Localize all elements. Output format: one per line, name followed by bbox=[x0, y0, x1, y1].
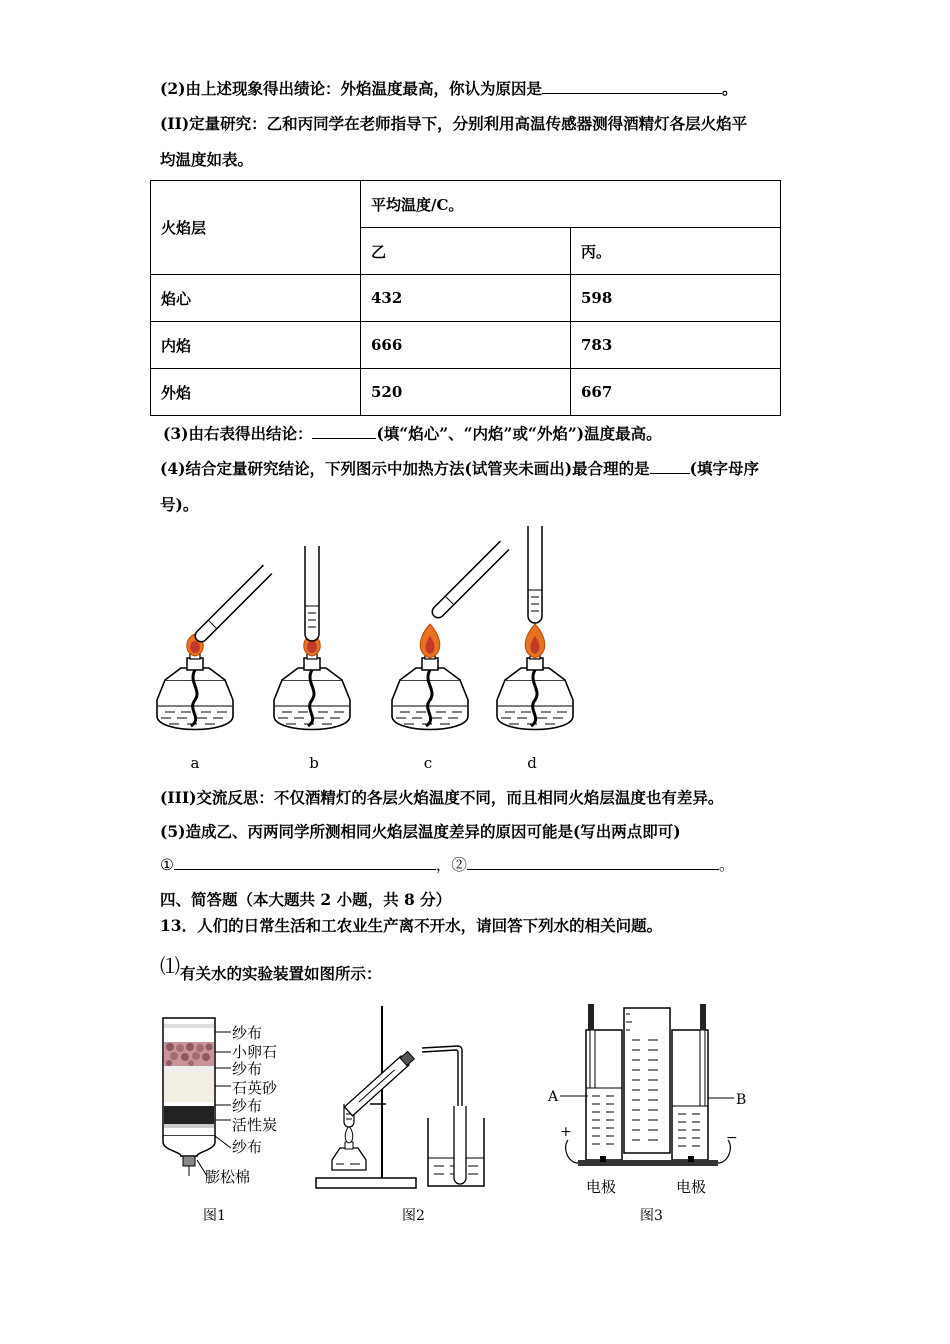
table-row bbox=[151, 369, 781, 416]
question-2 bbox=[160, 77, 737, 99]
fig1-label: 纱布 bbox=[232, 1138, 263, 1156]
fig3-label-a: A bbox=[548, 1089, 559, 1105]
cell-yi: 432 bbox=[361, 275, 571, 322]
lamp-label-b: b bbox=[309, 754, 319, 772]
lamp-c bbox=[392, 541, 509, 729]
header-col-bing: 丙。 bbox=[571, 228, 781, 275]
fig1-label: 小卵石 bbox=[232, 1043, 278, 1061]
fig3-minus: − bbox=[726, 1130, 738, 1146]
part-2-line-2: 均温度如表。 bbox=[160, 150, 254, 169]
fig2-caption: 图2 bbox=[402, 1208, 425, 1224]
cell-bing: 667 bbox=[571, 369, 781, 416]
question-4-text: (4)结合定量研究结论，下列图示中加热方法(试管夹未画出)最合理的是 bbox=[160, 459, 650, 478]
question-5-answers bbox=[160, 853, 734, 875]
row-name: 外焰 bbox=[151, 369, 361, 416]
question-2-text: (2)由上述现象得出绩论：外焰温度最高，你认为原因是 bbox=[160, 79, 542, 98]
question-3-pre: (3)由右表得出结论： bbox=[163, 424, 313, 443]
fig3-electrode-right: 电极 bbox=[676, 1178, 707, 1196]
fig1-label: 纱布 bbox=[232, 1024, 263, 1042]
question-13: 13．人们的日常生活和工农业生产离不开水，请回答下列水的相关问题。 bbox=[160, 916, 663, 935]
part-3: (III)交流反思：不仅酒精灯的各层火焰温度不同，而且相同火焰层温度也有差异。 bbox=[160, 788, 724, 807]
figure-1-water-filter bbox=[155, 1010, 295, 1230]
header-flame-layer: 火焰层 bbox=[151, 181, 361, 275]
part-2-line-1: (II)定量研究：乙和丙同学在老师指导下，分别利用高温传感器测得酒精灯各层火焰平 bbox=[160, 114, 748, 133]
question-4-line-1 bbox=[160, 457, 759, 479]
answer-blank-3[interactable] bbox=[312, 438, 376, 439]
fig1-label: 膨松棉 bbox=[205, 1168, 251, 1186]
cell-yi: 666 bbox=[361, 322, 571, 369]
lamp-a bbox=[157, 565, 272, 729]
lamp-label-d: d bbox=[527, 754, 537, 772]
cell-bing: 783 bbox=[571, 322, 781, 369]
fig1-label: 石英砂 bbox=[232, 1079, 278, 1097]
fig3-label-b: B bbox=[736, 1092, 747, 1108]
temperature-table bbox=[150, 180, 781, 416]
lamp-label-a: a bbox=[190, 754, 200, 772]
marker-1: ① bbox=[160, 856, 174, 874]
fig1-label: 纱布 bbox=[232, 1060, 263, 1078]
section-4-heading: 四、简答题（本大题共 2 小题，共 8 分） bbox=[160, 890, 452, 909]
figure-3-electrolysis bbox=[540, 1000, 760, 1230]
answer-blank-4[interactable] bbox=[650, 473, 690, 474]
alcohol-lamp-figure bbox=[150, 520, 610, 775]
answer-blank-5a[interactable] bbox=[174, 869, 436, 870]
cell-yi: 520 bbox=[361, 369, 571, 416]
row-name: 内焰 bbox=[151, 322, 361, 369]
answer-blank-2[interactable] bbox=[542, 93, 722, 94]
question-2-end: 。 bbox=[721, 79, 738, 98]
header-col-yi: 乙 bbox=[361, 228, 571, 275]
question-4-line-2: 号)。 bbox=[160, 495, 199, 514]
question-5-end: 。 bbox=[718, 856, 735, 874]
question-4-post: (填字母序 bbox=[689, 459, 759, 478]
comma: ， bbox=[435, 856, 452, 874]
fig1-label: 活性炭 bbox=[232, 1116, 278, 1134]
fig3-plus: + bbox=[560, 1124, 572, 1140]
lamp-label-c: c bbox=[423, 754, 433, 772]
question-5: (5)造成乙、丙两同学所测相同火焰层温度差异的原因可能是(写出两点即可) bbox=[160, 822, 681, 841]
cell-bing: 598 bbox=[571, 275, 781, 322]
fig3-electrode-left: 电极 bbox=[586, 1178, 617, 1196]
table-row bbox=[151, 322, 781, 369]
table-row bbox=[151, 275, 781, 322]
lamp-b bbox=[274, 546, 350, 730]
question-13-1 bbox=[160, 950, 382, 983]
sub-question-number: ⑴ bbox=[160, 954, 180, 978]
fig1-caption: 图1 bbox=[203, 1208, 226, 1224]
question-3 bbox=[163, 422, 662, 444]
sub-question-text: 有关水的实验装置如图所示： bbox=[180, 964, 382, 983]
row-name: 焰心 bbox=[151, 275, 361, 322]
fig3-caption: 图3 bbox=[640, 1208, 663, 1224]
fig1-label: 纱布 bbox=[232, 1097, 263, 1115]
marker-2: ② bbox=[451, 856, 467, 874]
lamp-d bbox=[497, 526, 573, 730]
header-average-temperature: 平均温度/C。 bbox=[361, 181, 781, 228]
figure-2-distillation bbox=[310, 1000, 510, 1230]
answer-blank-5b[interactable] bbox=[467, 869, 719, 870]
question-3-post: (填“焰心”、“内焰”或“外焰”)温度最高。 bbox=[376, 424, 662, 443]
